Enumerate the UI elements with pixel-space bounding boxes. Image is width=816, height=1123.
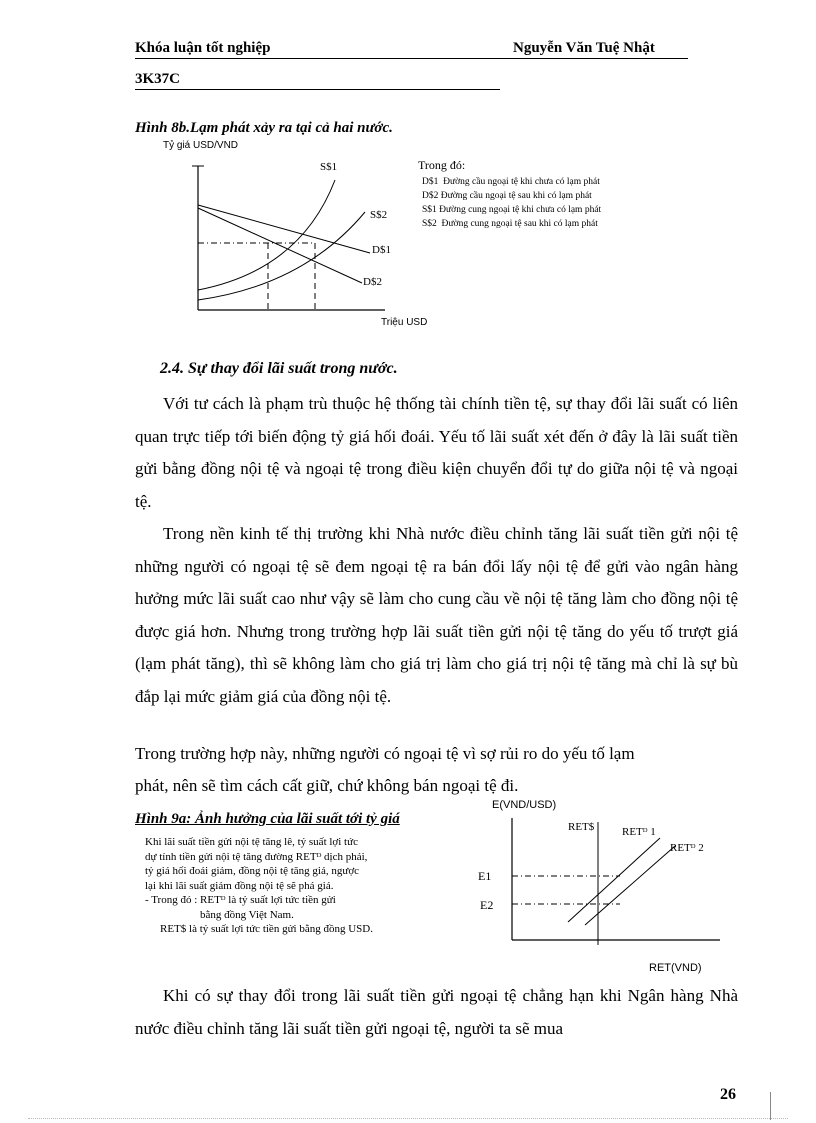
desc-line: tỷ giá hối đoái giảm, đồng nội tệ tăng giá, ngược	[145, 865, 360, 877]
header-rule-2	[135, 89, 500, 90]
figure-9a-y-axis-label: E(VND/USD)	[492, 799, 557, 811]
desc-line: Khi lãi suất tiền gửi nội tệ tăng lê, tỷ suất lợi tức	[145, 836, 358, 848]
figure-8b-y-axis-label: Tỷ giá USD/VND	[163, 140, 239, 151]
header-rule	[135, 58, 688, 59]
desc-line: - Trong đó : RETᴰ là tỷ suất lợi tức tiền gửi	[145, 894, 336, 906]
paragraph-3-line-1: Trong trường hợp này, những người có ngoại tệ vì sợ rủi ro do yếu tố lạm	[135, 744, 635, 763]
legend-text: Đường cung ngoại tệ khi chưa có lạm phát	[439, 205, 602, 215]
legend-item	[422, 203, 601, 217]
paragraph-1: Với tư cách là phạm trù thuộc hệ thống tài chính tiền tệ, sự thay đổi lãi suất có liên quan trực tiếp tới biến động tỷ giá hối đoái. Yếu tố lãi suất xét đến ở đây là lãi suất tiền gửi bằng đồng nội tệ và ngoại tệ trong điều kiện chuyển đổi tự do giữa nội tệ và ngoại tệ.	[135, 394, 738, 511]
header-title: Khóa luận tốt nghiệp	[135, 40, 271, 56]
page-border-right	[770, 1092, 771, 1120]
label-d2: D$2	[363, 276, 382, 288]
paragraph-2: Trong nền kinh tế thị trường khi Nhà nước điều chỉnh tăng lãi suất tiền gửi nội tệ những người có ngoại tệ sẽ đem ngoại tệ ra bán đổi lấy nội tệ để gửi vào ngân hàng hưởng mức lãi suất cao như vậy sẽ làm cho cung cầu về nội tệ tăng làm cho đồng nội tệ được giá hơn. Nhưng trong trường hợp lãi suất tiền gửi nội tệ tăng do yếu tố trượt giá (lạm phát tăng), thì sẽ không làm cho giá trị làm cho giá trị nội tệ tăng mà chỉ là sự bù đắp lại mức giảm giá của đồng nội tệ.	[135, 524, 738, 706]
desc-line: RET$ là tỷ suất lợi tức tiền gửi bằng đồng USD.	[160, 923, 373, 935]
figure-9a-x-axis-label: RET(VND)	[649, 962, 702, 974]
label-e2: E2	[480, 898, 494, 912]
header-author: Nguyễn Văn Tuệ Nhật	[513, 40, 655, 56]
figure-8b-chart	[150, 150, 450, 335]
figure-9a-chart	[470, 810, 750, 960]
header-class-code: 3K37C	[135, 71, 180, 87]
page-number: 26	[720, 1086, 736, 1103]
desc-line: bằng đồng Việt Nam.	[200, 908, 294, 921]
curve-s1	[198, 180, 335, 290]
section-heading: 2.4. Sự thay đổi lãi suất trong nước.	[160, 360, 398, 377]
label-ret-usd: RET$	[568, 821, 595, 833]
legend-symbol: D$1	[422, 177, 439, 187]
legend-list	[422, 175, 601, 231]
paragraph-3-line-2: phát, nên sẽ tìm cách cất giữ, chứ không bán ngoại tệ đi.	[135, 776, 519, 795]
figure-9a-description	[145, 835, 465, 937]
label-ret-d1: RETᴰ 1	[622, 826, 656, 838]
curve-s2	[198, 212, 365, 300]
figure-9a-title: Hình 9a: Ảnh hưởng của lãi suất tới tỷ giá	[135, 811, 400, 827]
legend-symbol: S$2	[422, 219, 437, 229]
figure-8b-x-axis-label: Triệu USD	[381, 317, 428, 328]
desc-line: dự tính tiền gửi nội tệ tăng đường RETᴰ dịch phải,	[145, 850, 368, 863]
curve-d1	[198, 205, 370, 253]
figure-8b-title: Hình 8b.Lạm phát xảy ra tại cả hai nước.	[135, 120, 393, 136]
legend-text: Đường cầu ngoại tệ khi chưa có lạm phát	[443, 177, 600, 187]
legend-item	[422, 189, 601, 203]
label-s2: S$2	[370, 209, 388, 221]
label-d1: D$1	[372, 244, 391, 256]
legend-item	[422, 217, 601, 231]
curve-d2	[198, 208, 362, 283]
label-ret-d2: RETᴰ 2	[670, 842, 704, 854]
label-e1: E1	[478, 869, 492, 883]
line-ret-d1	[568, 838, 660, 922]
legend-item	[422, 175, 601, 189]
legend-text: Đường cung ngoại tệ sau khi có lạm phát	[441, 219, 598, 229]
label-s1: S$1	[320, 161, 338, 173]
legend-text: Đường cầu ngoại tệ sau khi có lạm phát	[440, 191, 592, 201]
page-border-bottom	[28, 1118, 788, 1119]
desc-line: lại khi lãi suất giảm đồng nội tệ sẽ phá giá.	[145, 879, 334, 892]
paragraph-4: Khi có sự thay đổi trong lãi suất tiền gửi ngoại tệ chẳng hạn khi Ngân hàng Nhà nước điều chỉnh tăng lãi suất tiền gửi ngoại tệ, người ta sẽ mua	[135, 986, 738, 1038]
legend-symbol: D$2	[422, 191, 439, 201]
legend-title: Trong đó:	[418, 158, 466, 172]
legend-symbol: S$1	[422, 205, 437, 215]
